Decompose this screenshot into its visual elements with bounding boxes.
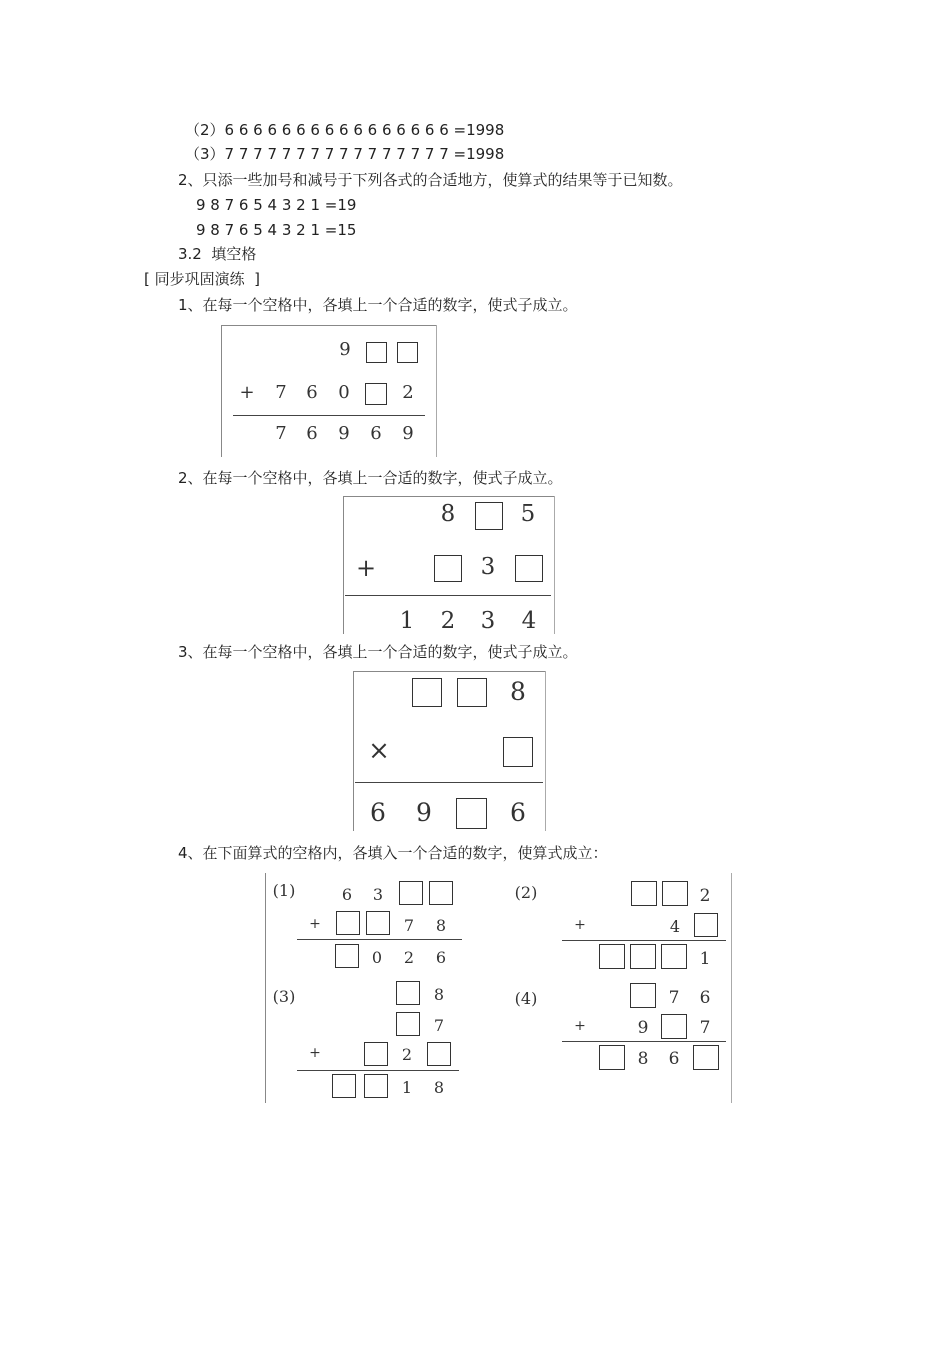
blank-box[interactable] [332,1074,356,1098]
blank-box[interactable] [630,944,656,969]
sum-line [233,415,425,416]
equation-15: 9 8 7 6 5 4 3 2 1 =15 [196,221,357,239]
fill-question-1: 1、在每一个空格中，各填上一个合适的数字，使式子成立。 [178,296,578,314]
digit: 7 [403,916,415,935]
digit: 7 [275,382,287,403]
figure-1-addition [221,325,437,457]
digit: 7 [275,423,287,444]
digit: 3 [372,885,384,904]
product-line [355,782,543,783]
blank-box[interactable] [336,911,360,935]
section-heading: 3.2 填空格 [178,245,257,263]
line-2-sixes: （2）6 6 6 6 6 6 6 6 6 6 6 6 6 6 6 6 =1998 [185,121,505,139]
plus-sign: + [574,1018,586,1034]
digit: 9 [339,339,351,360]
figure-2-addition [343,496,555,634]
plus-sign: + [309,1045,321,1061]
blank-box[interactable] [427,1042,451,1066]
digit: 8 [435,916,447,935]
times-sign: × [368,736,390,766]
digit: 6 [341,885,353,904]
fill-question-3: 3、在每一个空格中，各填上一个合适的数字，使式子成立。 [178,643,578,661]
digit: 9 [637,1018,649,1038]
plus-sign: + [355,554,377,582]
blank-box[interactable] [475,502,503,530]
digit: 2 [401,1045,413,1064]
sum-line [562,1041,726,1042]
digit: 2 [699,886,711,906]
digit: 8 [433,1078,445,1097]
digit: 0 [371,948,383,967]
line-3-sevens: （3）7 7 7 7 7 7 7 7 7 7 7 7 7 7 7 7 =1998 [185,145,505,163]
digit: 7 [433,1016,445,1035]
digit: 6 [435,948,447,967]
digit: 8 [510,677,526,706]
equation-19: 9 8 7 6 5 4 3 2 1 =19 [196,196,357,214]
digit: 6 [306,382,318,403]
digit: 1 [399,608,415,634]
blank-box[interactable] [434,555,462,582]
blank-box[interactable] [661,1014,687,1039]
blank-box[interactable] [366,342,387,363]
plus-sign: + [309,916,321,932]
digit: 4 [669,917,681,936]
digit: 7 [699,1018,711,1038]
blank-box[interactable] [693,1045,719,1070]
digit: 6 [668,1049,680,1069]
blank-box[interactable] [364,1042,388,1066]
digit: 5 [520,501,536,527]
blank-box[interactable] [397,342,418,363]
sum-line [345,595,551,596]
problem-label-2: (2) [514,883,538,902]
digit: 3 [480,608,496,634]
blank-box[interactable] [364,1074,388,1098]
blank-box[interactable] [457,678,487,707]
sum-line [297,1070,459,1071]
blank-box[interactable] [399,881,423,905]
blank-box[interactable] [599,1045,625,1070]
blank-box[interactable] [366,911,390,935]
digit: 6 [370,798,386,827]
problem-label-3: (3) [272,987,296,1006]
blank-box[interactable] [396,1012,420,1036]
problem-label-1: (1) [272,881,296,900]
digit: 2 [440,608,456,634]
digit: 9 [416,798,432,827]
sum-line [297,939,462,940]
digit: 1 [699,949,711,969]
digit: 7 [668,988,680,1008]
digit: 2 [402,382,414,403]
blank-box[interactable] [630,983,656,1008]
digit: 8 [433,985,445,1004]
digit: 9 [402,423,414,444]
digit: 9 [338,423,350,444]
digit: 1 [401,1078,413,1097]
figure-3-multiplication [353,671,546,831]
digit: 2 [403,948,415,967]
digit: 6 [306,423,318,444]
fill-question-2: 2、在每一个空格中，各填上一合适的数字，使式子成立。 [178,469,563,487]
blank-box[interactable] [396,981,420,1005]
digit: 8 [637,1049,649,1069]
blank-box[interactable] [456,798,487,829]
blank-box[interactable] [365,383,387,405]
digit: 8 [440,501,456,527]
practice-heading: [ 同步巩固演练 ] [144,270,261,288]
blank-box[interactable] [335,944,359,968]
problem-label-4: (4) [514,989,538,1008]
plus-sign: + [574,917,586,933]
fill-question-4: 4、在下面算式的空格内，各填入一个合适的数字，使算式成立： [178,844,608,862]
digit: 3 [480,554,496,580]
digit: 4 [521,608,537,634]
digit: 6 [699,988,711,1008]
sum-line [562,940,726,941]
blank-box[interactable] [631,881,657,906]
digit: 6 [510,798,526,827]
blank-box[interactable] [429,881,453,905]
figure-4-additions [265,873,732,1103]
blank-box[interactable] [515,555,543,582]
blank-box[interactable] [503,737,533,767]
blank-box[interactable] [661,944,687,969]
digit: 6 [370,423,382,444]
blank-box[interactable] [694,913,718,937]
blank-box[interactable] [662,881,688,906]
blank-box[interactable] [412,678,442,707]
plus-sign: + [239,382,255,403]
question-2-instruction: 2、只添一些加号和减号于下列各式的合适地方，使算式的结果等于已知数。 [178,171,683,189]
blank-box[interactable] [599,944,625,969]
digit: 0 [338,382,350,403]
